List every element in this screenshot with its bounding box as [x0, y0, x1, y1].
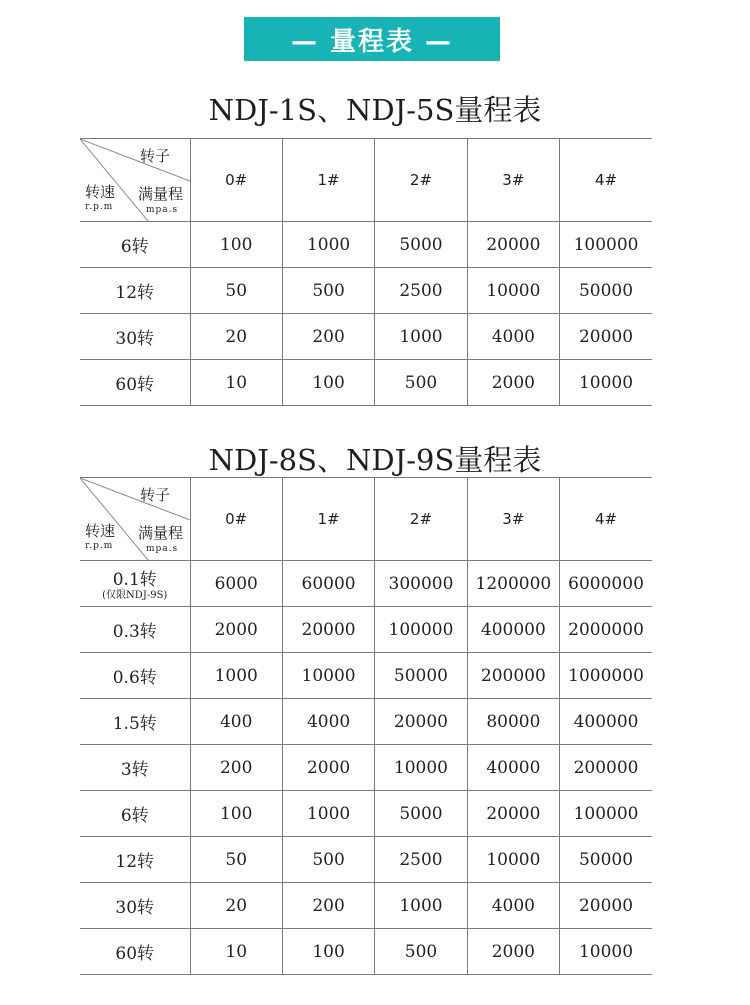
- range-value-cell: 2000: [467, 360, 559, 406]
- corner-range-label: 满量程: [138, 524, 184, 542]
- range-value-cell: 1000: [375, 314, 467, 360]
- speed-label: 6转: [120, 237, 149, 257]
- range-value-cell: 2000: [190, 607, 282, 653]
- corner-header-cell: [80, 139, 190, 222]
- speed-label-cell: [80, 222, 190, 268]
- range-value-cell: 500: [282, 268, 374, 314]
- speed-label: 3转: [120, 760, 149, 780]
- speed-label-cell: [80, 314, 190, 360]
- section-banner: — 量程表 —: [244, 17, 500, 61]
- table-row: [80, 607, 652, 653]
- speed-label-cell: [80, 745, 190, 791]
- range-value-cell: 20000: [282, 607, 374, 653]
- range-value-cell: 10000: [560, 360, 652, 406]
- speed-label: 60转: [115, 944, 155, 964]
- range-value-cell: 10000: [467, 268, 559, 314]
- table-row: [80, 268, 652, 314]
- range-value-cell: 2000: [467, 929, 559, 975]
- diagonal-line: [80, 478, 190, 520]
- corner-speed-unit: r.p.m: [85, 541, 114, 551]
- speed-label: 6转: [120, 806, 149, 826]
- diagonal-line: [80, 139, 190, 181]
- rotor-column-header: 4#: [560, 139, 652, 222]
- range-value-cell: 2000000: [560, 607, 652, 653]
- range-value-cell: 200: [282, 883, 374, 929]
- rotor-column-header: 1#: [282, 478, 374, 561]
- range-value-cell: 6000000: [560, 561, 652, 607]
- range-value-cell: 1000: [375, 883, 467, 929]
- corner-speed-label: 转速: [85, 183, 116, 201]
- rotor-column-header: 4#: [560, 478, 652, 561]
- table-row: [80, 791, 652, 837]
- range-value-cell: 200: [190, 745, 282, 791]
- corner-rotor-label: 转子: [140, 147, 171, 165]
- range-value-cell: 2500: [375, 837, 467, 883]
- range-value-cell: 20: [190, 883, 282, 929]
- corner-range-unit: mpa.s: [146, 544, 179, 554]
- table-row: [80, 929, 652, 975]
- range-value-cell: 500: [375, 929, 467, 975]
- corner-speed-unit: r.p.m: [85, 202, 114, 212]
- range-value-cell: 10000: [375, 745, 467, 791]
- range-value-cell: 200: [282, 314, 374, 360]
- rotor-column-header: 0#: [190, 139, 282, 222]
- range-value-cell: 5000: [375, 222, 467, 268]
- speed-label: 0.1转: [112, 570, 157, 590]
- range-value-cell: 4000: [282, 699, 374, 745]
- header-row: [80, 478, 652, 561]
- speed-label: 0.6转: [112, 668, 157, 688]
- range-value-cell: 20000: [560, 883, 652, 929]
- corner-header-cell: [80, 478, 190, 561]
- speed-label-cell: [80, 653, 190, 699]
- corner-range-label: 满量程: [138, 185, 184, 203]
- range-value-cell: 200000: [467, 653, 559, 699]
- range-value-cell: 2500: [375, 268, 467, 314]
- range-value-cell: 20000: [560, 314, 652, 360]
- range-value-cell: 6000: [190, 561, 282, 607]
- speed-label: 12转: [115, 283, 155, 303]
- speed-label: 60转: [115, 375, 155, 395]
- range-table-ndj-8s-9s: [80, 477, 652, 975]
- table-row: [80, 745, 652, 791]
- range-value-cell: 500: [282, 837, 374, 883]
- range-value-cell: 50: [190, 837, 282, 883]
- speed-label-cell: [80, 929, 190, 975]
- speed-label-cell: [80, 561, 190, 607]
- range-value-cell: 400: [190, 699, 282, 745]
- range-value-cell: 1000: [190, 653, 282, 699]
- table-row: [80, 561, 652, 607]
- table-row: [80, 314, 652, 360]
- corner-speed-label: 转速: [85, 522, 116, 540]
- speed-label-cell: [80, 268, 190, 314]
- table-row: [80, 837, 652, 883]
- range-value-cell: 200000: [560, 745, 652, 791]
- speed-label-cell: [80, 883, 190, 929]
- range-value-cell: 1200000: [467, 561, 559, 607]
- corner-rotor-label: 转子: [140, 486, 171, 504]
- range-value-cell: 20000: [467, 222, 559, 268]
- range-value-cell: 100: [282, 929, 374, 975]
- range-value-cell: 400000: [467, 607, 559, 653]
- range-value-cell: 20000: [375, 699, 467, 745]
- range-table-ndj-1s-5s: [80, 138, 652, 406]
- range-value-cell: 80000: [467, 699, 559, 745]
- range-value-cell: 40000: [467, 745, 559, 791]
- range-value-cell: 100: [190, 222, 282, 268]
- table1-title: NDJ-1S、NDJ-5S量程表: [208, 93, 542, 127]
- speed-label-cell: [80, 837, 190, 883]
- rotor-column-header: 3#: [467, 139, 559, 222]
- range-value-cell: 2000: [282, 745, 374, 791]
- range-value-cell: 10: [190, 360, 282, 406]
- range-value-cell: 1000000: [560, 653, 652, 699]
- range-value-cell: 100: [282, 360, 374, 406]
- range-value-cell: 4000: [467, 883, 559, 929]
- range-value-cell: 1000: [282, 222, 374, 268]
- range-value-cell: 50: [190, 268, 282, 314]
- range-value-cell: 5000: [375, 791, 467, 837]
- header-row: [80, 139, 652, 222]
- table-row: [80, 699, 652, 745]
- speed-note: (仅限NDJ-9S): [102, 590, 168, 601]
- range-value-cell: 4000: [467, 314, 559, 360]
- range-value-cell: 100000: [560, 791, 652, 837]
- range-value-cell: 10: [190, 929, 282, 975]
- range-value-cell: 10000: [282, 653, 374, 699]
- table-row: [80, 883, 652, 929]
- range-value-cell: 50000: [560, 837, 652, 883]
- range-value-cell: 60000: [282, 561, 374, 607]
- rotor-column-header: 3#: [467, 478, 559, 561]
- rotor-column-header: 0#: [190, 478, 282, 561]
- speed-label: 30转: [115, 329, 155, 349]
- range-value-cell: 10000: [560, 929, 652, 975]
- range-value-cell: 300000: [375, 561, 467, 607]
- table-row: [80, 653, 652, 699]
- range-value-cell: 50000: [560, 268, 652, 314]
- range-value-cell: 20: [190, 314, 282, 360]
- speed-label: 1.5转: [112, 714, 157, 734]
- range-value-cell: 1000: [282, 791, 374, 837]
- range-value-cell: 400000: [560, 699, 652, 745]
- speed-label-cell: [80, 699, 190, 745]
- rotor-column-header: 1#: [282, 139, 374, 222]
- range-value-cell: 100: [190, 791, 282, 837]
- table-row: [80, 222, 652, 268]
- range-value-cell: 100000: [375, 607, 467, 653]
- range-value-cell: 50000: [375, 653, 467, 699]
- range-value-cell: 10000: [467, 837, 559, 883]
- speed-label-cell: [80, 791, 190, 837]
- rotor-column-header: 2#: [375, 139, 467, 222]
- speed-label: 30转: [115, 898, 155, 918]
- rotor-column-header: 2#: [375, 478, 467, 561]
- speed-label: 12转: [115, 852, 155, 872]
- range-value-cell: 500: [375, 360, 467, 406]
- corner-range-unit: mpa.s: [146, 205, 179, 215]
- table2-title: NDJ-8S、NDJ-9S量程表: [208, 443, 542, 477]
- speed-label-cell: [80, 360, 190, 406]
- range-value-cell: 100000: [560, 222, 652, 268]
- speed-label: 0.3转: [112, 622, 157, 642]
- speed-label-cell: [80, 607, 190, 653]
- table-row: [80, 360, 652, 406]
- range-value-cell: 20000: [467, 791, 559, 837]
